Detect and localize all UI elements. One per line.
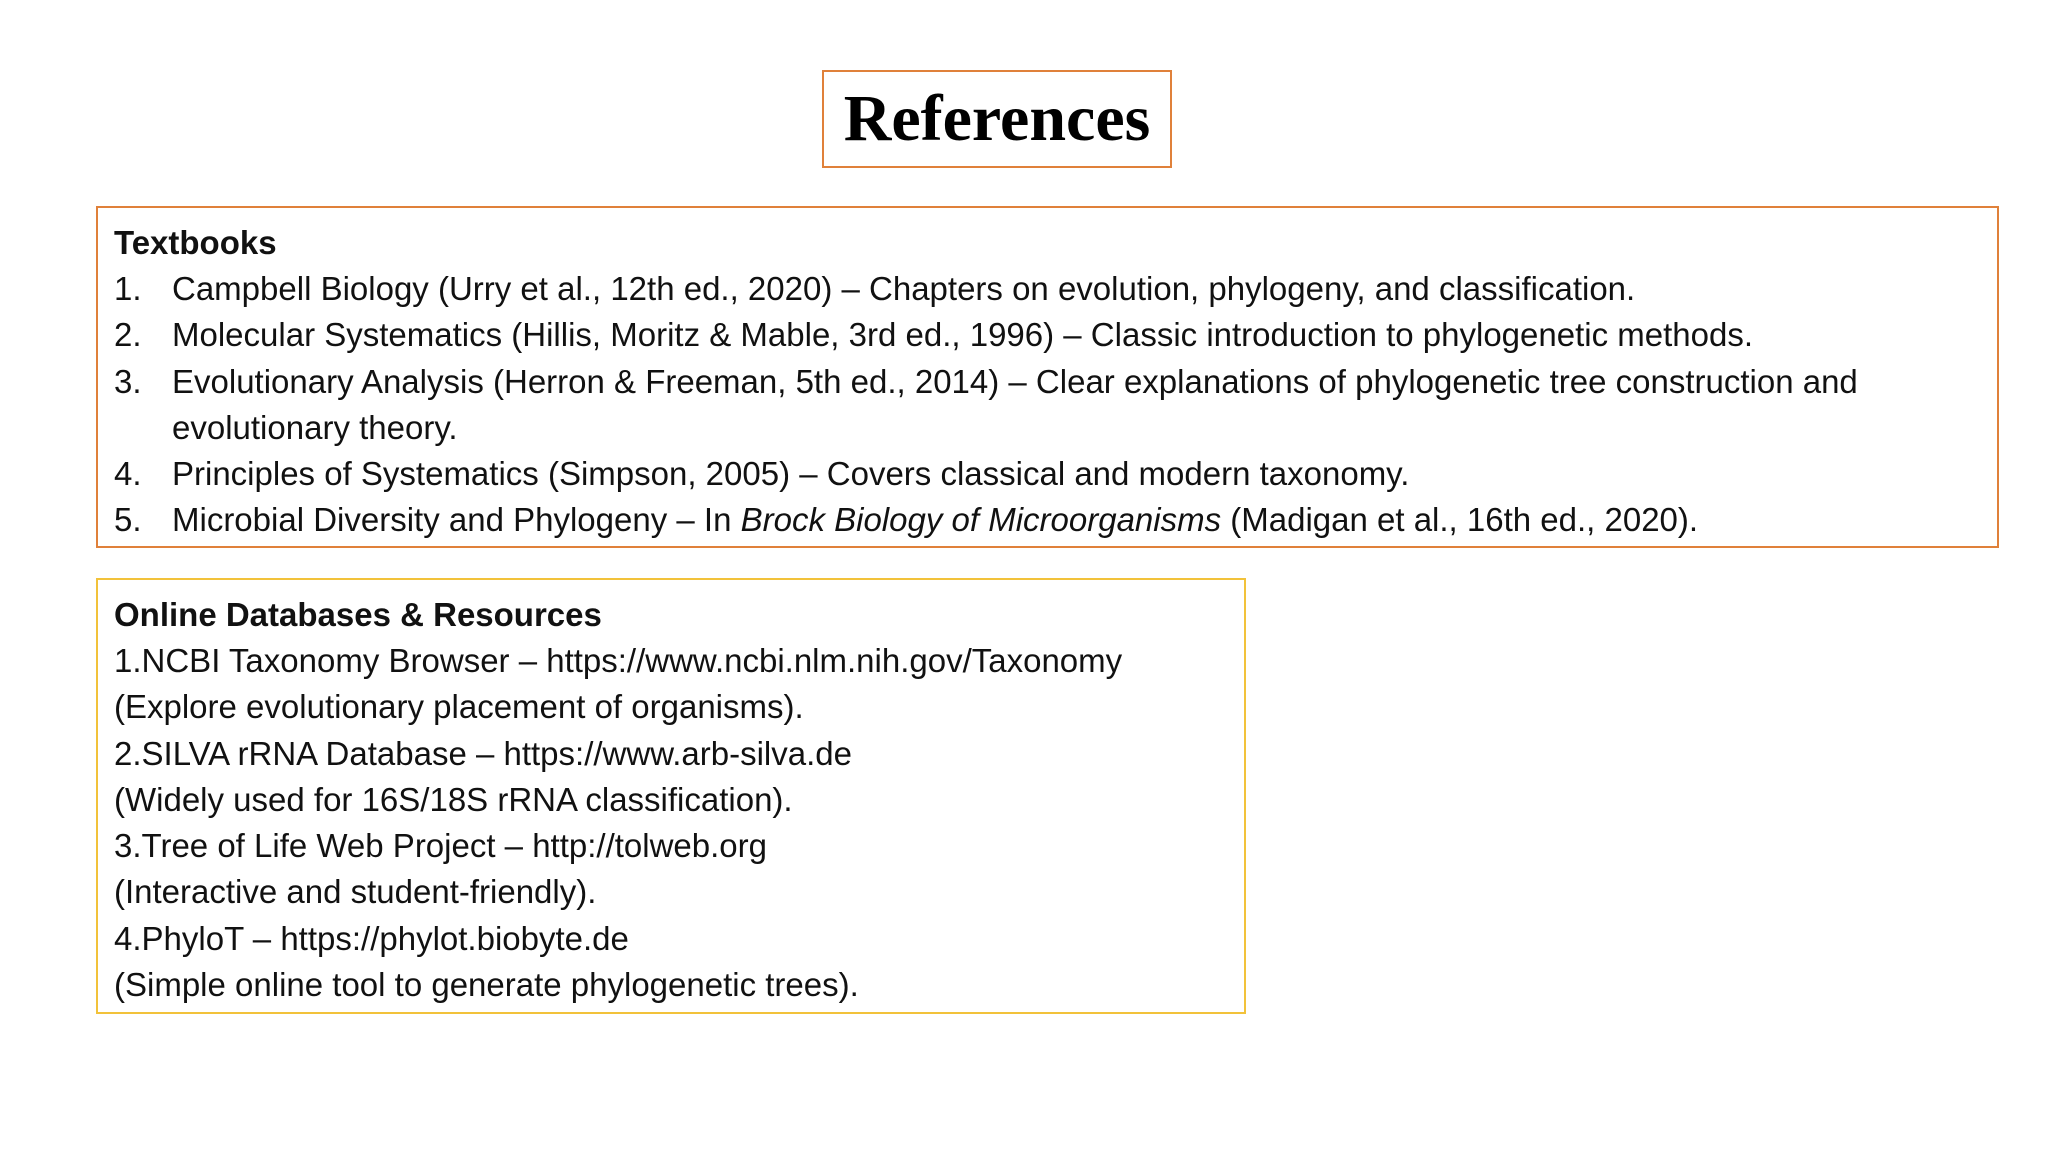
resource-description: (Interactive and student-friendly). (114, 873, 597, 911)
textbook-item (114, 359, 1983, 452)
textbook-item-text (172, 501, 1698, 538)
textbook-item-text-after: (Madigan et al., 16th ed., 2020). (1221, 501, 1699, 539)
resource-description: (Explore evolutionary placement of organisms). (114, 688, 804, 726)
textbook-item-number: 3. (114, 362, 142, 400)
textbooks-section (96, 206, 1999, 548)
title-box (822, 70, 1172, 168)
textbook-item-number: 1. (114, 270, 142, 307)
resource-line: 4.PhyloT – https://phylot.biobyte.de (114, 919, 629, 957)
textbook-item-text: Molecular Systematics (Hillis, Moritz & Mable, 3rd ed., 1996) – Classic introduction to phylogenetic methods. (172, 316, 1754, 354)
textbook-item-number: 5. (114, 501, 142, 539)
resource-description: (Simple online tool to generate phylogenetic trees). (114, 966, 859, 1004)
textbook-item-italic-title: Brock Biology of Microorganisms (740, 501, 1222, 539)
resource-line: 2.SILVA rRNA Database – https://www.arb-silva.de (114, 734, 852, 772)
textbook-item (114, 312, 1983, 358)
resource-description: (Widely used for 16S/18S rRNA classification). (114, 780, 793, 818)
textbook-item-number: 2. (114, 316, 142, 354)
textbook-item (114, 266, 1983, 312)
textbooks-list (114, 266, 1983, 544)
resource-line: 1.NCBI Taxonomy Browser – https://www.ncbi.nlm.nih.gov/Taxonomy (114, 642, 1123, 679)
online-resources-heading: Online Databases & Resources (114, 596, 602, 633)
textbooks-heading: Textbooks (114, 224, 277, 261)
page-title: References (843, 82, 1151, 155)
resource-line: 3.Tree of Life Web Project – http://tolweb.org (114, 827, 768, 865)
textbook-item (114, 451, 1983, 497)
textbook-item-text: Evolutionary Analysis (Herron & Freeman, 5th ed., 2014) – Clear explanations of phylogenetic tree construction and evolutionary theory. (172, 362, 1858, 446)
textbook-item-number: 4. (114, 455, 142, 493)
textbook-item-text: Campbell Biology (Urry et al., 12th ed., 2020) – Chapters on evolution, phylogeny, and classification. (172, 270, 1636, 307)
textbook-item (114, 497, 1983, 543)
textbook-item-text: Principles of Systematics (Simpson, 2005) – Covers classical and modern taxonomy. (172, 455, 1410, 493)
online-resources-section (96, 578, 1246, 1014)
textbook-item-text-before: Microbial Diversity and Phylogeny – In (172, 501, 741, 539)
